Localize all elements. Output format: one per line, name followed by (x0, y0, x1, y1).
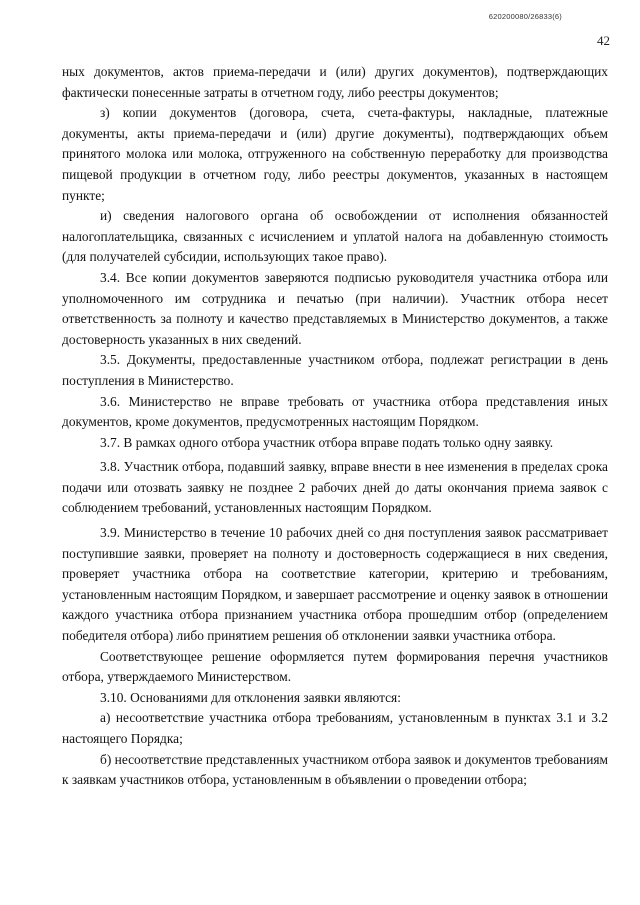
paragraph-item-a: а) несоответствие участника отбора требованиям, установленным в пунктах 3.1 и 3.2 настоящего Порядка; (62, 710, 608, 746)
paragraph-item-b: б) несоответствие представленных участником отбора заявок и документов требованиям к заявкам участников отбора, установленным в объявлении о проведении отбора; (62, 751, 608, 788)
paragraph-3-9: 3.9. Министерство в течение 10 рабочих дней со дня поступления заявок рассматривает поступившие заявки, проверяет на полноту и достоверность содержащиеся в них сведения, проверяет участника отбора на соответствие категории, критерию и требованиям, установленным настоящим Порядком, и завершает рассмотрение и оценку заявок в отношении каждого участника отбора признанием участника отбора прошедшим отбор (определением победителя отбора) либо принятием решения об отклонении заявки участника отбора. (62, 525, 608, 644)
document-body (62, 62, 608, 791)
paragraph-decision: Соответствующее решение оформляется путем формирования перечня участников отбора, утверждаемого Министерством. (62, 648, 608, 685)
page-number: 42 (597, 33, 610, 48)
paragraph-3-6: 3.6. Министерство не вправе требовать от участника отбора представления иных документов, кроме документов, предусмотренных настоящим Порядком. (62, 393, 608, 430)
paragraph-3-8: 3.8. Участник отбора, подавший заявку, вправе внести в нее изменения в пределах срока подачи или отозвать заявку не позднее 2 рабочих дней до даты окончания приема заявок с соблюдением требований, установленных настоящим Порядком. (62, 459, 608, 516)
paragraph-3-5: 3.5. Документы, предоставленные участником отбора, подлежат регистрации в день поступления в Министерство. (62, 352, 608, 388)
paragraph-3-4: 3.4. Все копии документов заверяются подписью руководителя участника отбора или уполномоченного им сотрудника и печатью (при наличии). Участник отбора несет ответственность за полноту и качество представляемых в Министерство документов, а также достоверность указанных в них сведений. (62, 269, 608, 347)
document-id: 620200080/26833(6) (488, 12, 562, 21)
paragraph-item-z: з) копии документов (договора, счета, счета-фактуры, накладные, платежные документы, акты приема-передачи и (или) другие документы), подтверждающих объем принятого молока или молока, отгруженного на собственную переработку для производства пищевой продукции в отчетном году, либо реестры документов, указанных в настоящем пункте; (62, 105, 608, 203)
paragraph-3-7: 3.7. В рамках одного отбора участник отбора вправе подать только одну заявку. (100, 434, 554, 450)
paragraph-3-10: 3.10. Основаниями для отклонения заявки являются: (100, 689, 401, 705)
paragraph-item-i: и) сведения налогового органа об освобождении от исполнения обязанностей налогоплательщика, связанных с исчислением и уплатой налога на добавленную стоимость (для получателей субсидии, использующих такое право). (62, 208, 608, 265)
paragraph-continuation: ных документов, актов приема-передачи и (или) других документов), подтверждающих фактически понесенные затраты в отчетном году, либо реестры документов; (62, 64, 608, 100)
